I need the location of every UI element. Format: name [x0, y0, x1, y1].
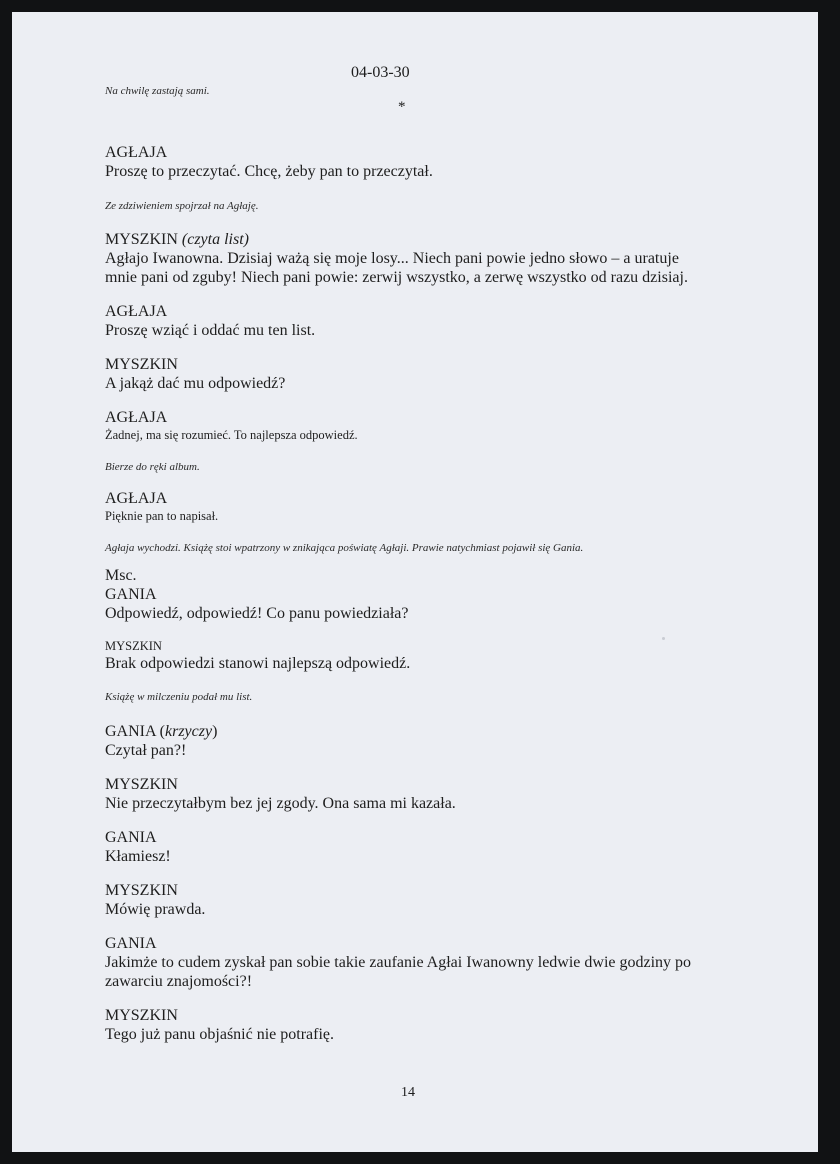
speaker-label: AGŁAJA	[105, 409, 168, 426]
speaker-name	[105, 143, 745, 162]
dialogue-line: Pięknie pan to napisał.	[105, 509, 219, 523]
speaker-name	[105, 489, 745, 508]
speaker-label: MYSZKIN	[105, 639, 162, 653]
speaker-label: MYSZKIN	[105, 776, 178, 793]
stage-direction: Ze zdziwieniem spojrzał na Agłaję.	[105, 200, 259, 212]
dialogue-line: Agłajo Iwanowna. Dzisiaj ważą się moje losy... Niech pani powie jedno słowo – a uratuje	[105, 250, 679, 267]
dialogue-line: Kłamiesz!	[105, 848, 171, 865]
dialogue-line: zawarciu znajomości?!	[105, 973, 253, 990]
dialogue-line: A jakąż dać mu odpowiedź?	[105, 375, 286, 392]
speaker-name	[105, 638, 745, 654]
dialogue-line: mnie pani od zguby! Niech pani powie: zerwij wszystko, a zerwę wszystko od razu dzisiaj.	[105, 269, 688, 286]
dialogue-line: Proszę wziąć i oddać mu ten list.	[105, 322, 316, 339]
page-number: 14	[401, 1085, 415, 1100]
dialogue-line: Jakimże to cudem zyskał pan sobie takie zaufanie Agłai Iwanowny ledwie dwie godziny po	[105, 954, 692, 971]
speaker-label: AGŁAJA	[105, 144, 168, 161]
dialogue-line: Żadnej, ma się rozumieć. To najlepsza odpowiedź.	[105, 428, 358, 442]
dialogue-line: Odpowiedź, odpowiedź! Co panu powiedziała?	[105, 605, 409, 622]
speaker-name	[105, 408, 745, 427]
dialogue-line: Tego już panu objaśnić nie potrafię.	[105, 1026, 335, 1043]
stage-direction: Bierze do ręki album.	[105, 461, 200, 473]
speaker-direction	[160, 723, 218, 740]
speaker-label: GANIA	[105, 586, 157, 603]
dialogue-line: Proszę to przeczytać. Chcę, żeby pan to przeczytał.	[105, 163, 433, 180]
dialogue-line: Brak odpowiedzi stanowi najlepszą odpowiedź.	[105, 655, 411, 672]
speaker-direction: (czyta list)	[181, 231, 249, 248]
document-page	[12, 12, 818, 1152]
speaker-label: MYSZKIN	[105, 231, 178, 248]
paper-speck	[662, 637, 665, 640]
speaker-label: GANIA	[105, 723, 156, 740]
stage-direction: Na chwilę zastają sami.	[105, 85, 210, 97]
paren-close: )	[212, 723, 218, 740]
speaker-label: MYSZKIN	[105, 1007, 178, 1024]
dialogue-line: Msc.	[105, 567, 137, 584]
speaker-name	[105, 722, 745, 741]
stage-direction: Książę w milczeniu podał mu list.	[105, 691, 253, 703]
speaker-name	[105, 881, 745, 900]
speaker-label: AGŁAJA	[105, 490, 168, 507]
dialogue-line: Nie przeczytałbym bez jej zgody. Ona sama mi kazała.	[105, 795, 456, 812]
dialogue-line: Czytał pan?!	[105, 742, 187, 759]
page-content	[105, 12, 745, 1152]
speaker-name	[105, 355, 745, 374]
speaker-name	[105, 230, 745, 249]
speaker-name	[105, 934, 745, 953]
stage-direction: Agłaja wychodzi. Książę stoi wpatrzony w znikająca poświatę Agłaji. Prawie natychmiast pojawił się Gania.	[105, 542, 584, 554]
speaker-label: MYSZKIN	[105, 882, 178, 899]
speaker-label: GANIA	[105, 935, 157, 952]
speaker-label: AGŁAJA	[105, 303, 168, 320]
header-date: 04-03-30	[351, 64, 410, 81]
scene-separator: *	[398, 99, 406, 115]
speaker-name	[105, 828, 745, 847]
speaker-name	[105, 585, 745, 604]
script-body	[105, 84, 745, 1044]
speaker-name	[105, 302, 745, 321]
speaker-name	[105, 775, 745, 794]
dialogue-line: Mówię prawda.	[105, 901, 206, 918]
speaker-label: MYSZKIN	[105, 356, 178, 373]
speaker-label: GANIA	[105, 829, 157, 846]
paren-open: (	[159, 723, 165, 740]
direction-text: krzyczy	[165, 723, 213, 740]
speaker-name	[105, 1006, 745, 1025]
